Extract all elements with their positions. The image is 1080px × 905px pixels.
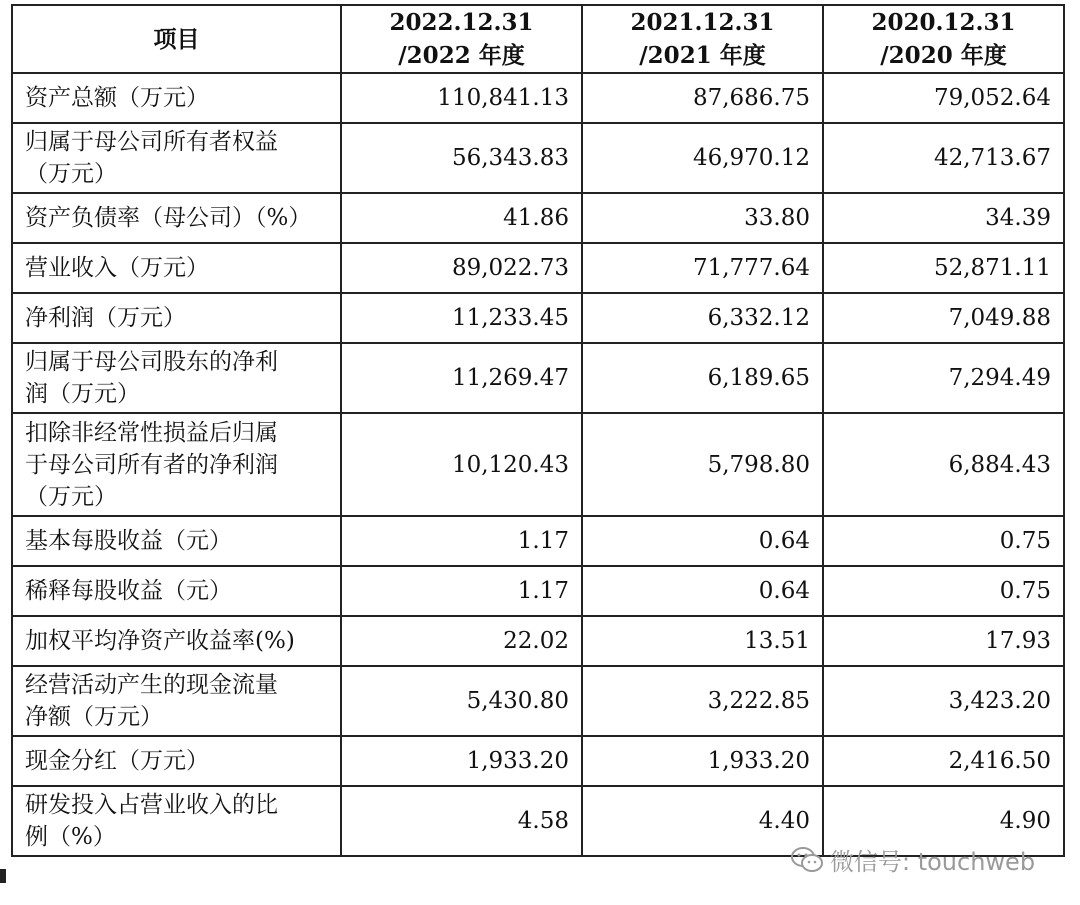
- value-2022: 10,120.43: [341, 413, 582, 516]
- header-2020: [823, 5, 1064, 73]
- wechat-icon: [790, 846, 824, 874]
- value-2020: 0.75: [823, 516, 1064, 566]
- table-row: [12, 616, 1064, 666]
- row-label-line: 扣除非经常性损益后归属: [25, 419, 278, 446]
- value-2020: 34.39: [823, 193, 1064, 243]
- watermark: [790, 842, 1035, 877]
- table-row: [12, 73, 1064, 123]
- value-2020: 17.93: [823, 616, 1064, 666]
- row-label-line: 现金分红（万元）: [25, 748, 209, 774]
- table-row: [12, 566, 1064, 616]
- page-edge-mark: [0, 869, 6, 883]
- header-item: 项目: [12, 5, 341, 73]
- value-2021: 3,222.85: [582, 666, 823, 736]
- table-row: [12, 413, 1064, 516]
- row-label-line: 归属于母公司股东的净利: [25, 349, 278, 375]
- value-2021: 46,970.12: [582, 123, 823, 193]
- row-label-line: （万元）: [25, 161, 117, 187]
- header-row: [12, 5, 1064, 73]
- row-label-line: 资产负债率（母公司）（%）: [25, 205, 312, 231]
- value-2020: 6,884.43: [823, 413, 1064, 516]
- table-row: [12, 243, 1064, 293]
- value-2021: 6,332.12: [582, 293, 823, 343]
- row-label-line: 归属于母公司所有者权益: [25, 129, 278, 155]
- value-2020: 7,294.49: [823, 343, 1064, 413]
- table-row: [12, 736, 1064, 786]
- value-2021: 6,189.65: [582, 343, 823, 413]
- value-2020: 79,052.64: [823, 73, 1064, 123]
- row-label: [12, 293, 341, 343]
- row-label-line: 资产总额（万元）: [25, 85, 209, 111]
- table-row: [12, 193, 1064, 243]
- row-label-line: 基本每股收益（元）: [25, 528, 232, 554]
- row-label-line: 加权平均净资产收益率(%): [25, 628, 295, 654]
- value-2022: 41.86: [341, 193, 582, 243]
- row-label-line: 稀释每股收益（元）: [25, 578, 232, 604]
- value-2021: 5,798.80: [582, 413, 823, 516]
- value-2022: 11,269.47: [341, 343, 582, 413]
- value-2021: 33.80: [582, 193, 823, 243]
- row-label: [12, 736, 341, 786]
- value-2022: 22.02: [341, 616, 582, 666]
- row-label: [12, 616, 341, 666]
- financial-summary-table: [11, 4, 1065, 857]
- value-2022: 1.17: [341, 516, 582, 566]
- value-2021: 87,686.75: [582, 73, 823, 123]
- value-2022: 89,022.73: [341, 243, 582, 293]
- row-label: [12, 193, 341, 243]
- header-2020-year: /2020 年度: [880, 42, 1007, 69]
- header-2022-date: 2022.12.31: [389, 9, 534, 36]
- value-2022: 4.58: [341, 786, 582, 856]
- header-2022: [341, 5, 582, 73]
- value-2021: 13.51: [582, 616, 823, 666]
- value-2022: 56,343.83: [341, 123, 582, 193]
- row-label-line: 研发投入占营业收入的比: [25, 792, 278, 818]
- row-label-line: 例（%）: [25, 824, 116, 850]
- row-label: [12, 516, 341, 566]
- value-2020: 3,423.20: [823, 666, 1064, 736]
- value-2022: 11,233.45: [341, 293, 582, 343]
- value-2021: 4.40: [582, 786, 823, 856]
- row-label-line: 营业收入（万元）: [25, 255, 209, 281]
- row-label-line: 于母公司所有者的净利润: [25, 451, 278, 478]
- value-2020: 4.90: [823, 786, 1064, 856]
- watermark-text: 微信号: touchweb: [830, 848, 1036, 876]
- value-2021: 0.64: [582, 566, 823, 616]
- row-label: [12, 413, 341, 516]
- row-label: [12, 343, 341, 413]
- value-2021: 1,933.20: [582, 736, 823, 786]
- row-label: [12, 786, 341, 856]
- table-row: [12, 123, 1064, 193]
- table-row: [12, 516, 1064, 566]
- value-2022: 110,841.13: [341, 73, 582, 123]
- value-2020: 52,871.11: [823, 243, 1064, 293]
- row-label-line: 净利润（万元）: [25, 305, 186, 331]
- value-2020: 42,713.67: [823, 123, 1064, 193]
- value-2022: 1,933.20: [341, 736, 582, 786]
- row-label-line: 经营活动产生的现金流量: [25, 672, 278, 698]
- header-2021-date: 2021.12.31: [630, 9, 775, 36]
- header-2022-year: /2022 年度: [398, 42, 525, 69]
- value-2021: 71,777.64: [582, 243, 823, 293]
- row-label: [12, 123, 341, 193]
- row-label-line: （万元）: [25, 483, 117, 510]
- value-2020: 7,049.88: [823, 293, 1064, 343]
- row-label: [12, 566, 341, 616]
- row-label: [12, 666, 341, 736]
- row-label: [12, 73, 341, 123]
- header-2020-date: 2020.12.31: [871, 9, 1016, 36]
- value-2020: 2,416.50: [823, 736, 1064, 786]
- header-2021: [582, 5, 823, 73]
- row-label-line: 润（万元）: [25, 381, 140, 407]
- value-2022: 5,430.80: [341, 666, 582, 736]
- table-row: [12, 343, 1064, 413]
- table-row: [12, 666, 1064, 736]
- value-2021: 0.64: [582, 516, 823, 566]
- value-2022: 1.17: [341, 566, 582, 616]
- header-2021-year: /2021 年度: [639, 42, 766, 69]
- row-label: [12, 243, 341, 293]
- table-row: [12, 293, 1064, 343]
- value-2020: 0.75: [823, 566, 1064, 616]
- row-label-line: 净额（万元）: [25, 704, 163, 730]
